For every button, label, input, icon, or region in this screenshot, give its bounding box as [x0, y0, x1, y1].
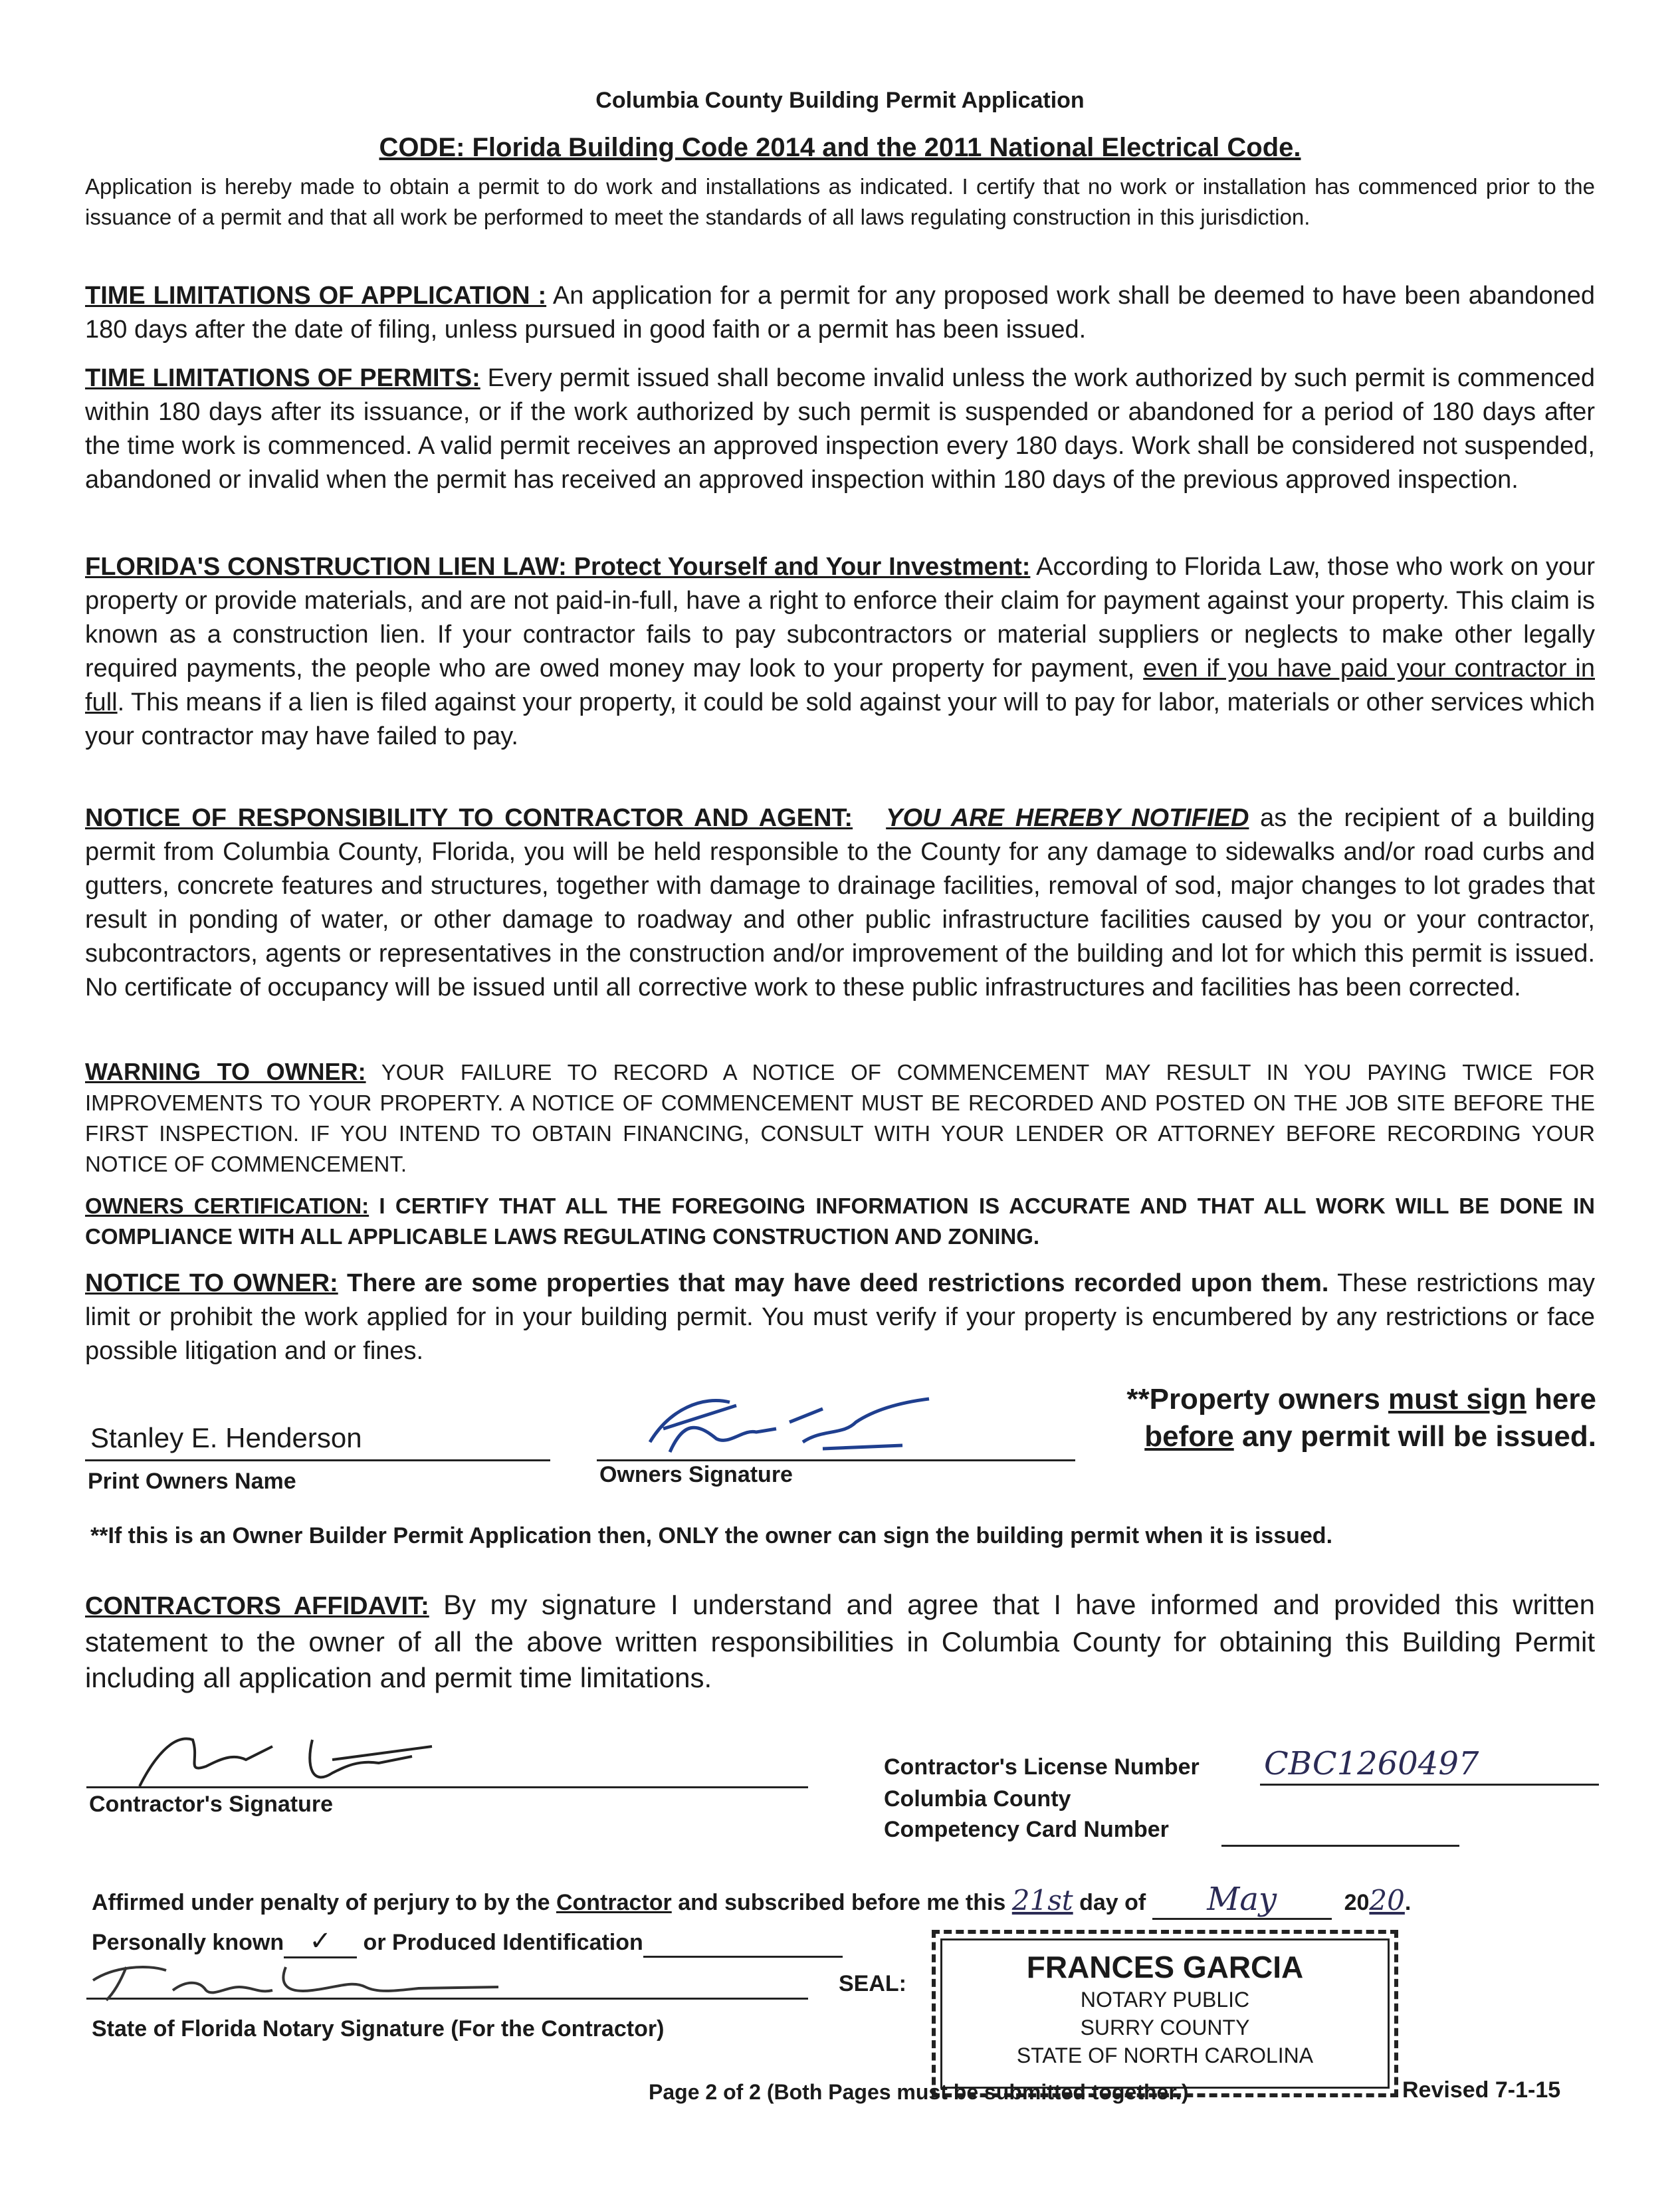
affirmation-year-value[interactable]: 20 [1369, 1884, 1405, 1917]
owners-signature-label: Owners Signature [599, 1462, 793, 1487]
section-underlined: even if you have paid your contractor in full [85, 655, 1595, 716]
section-heading: OWNERS CERTIFICATION: [85, 1194, 369, 1218]
or-produced-label: or Produced Identification [363, 1930, 643, 1955]
section-heading: NOTICE TO OWNER: [85, 1269, 338, 1297]
stamp-line: STATE OF NORTH CAROLINA [1016, 2043, 1314, 2067]
personally-known-label: Personally known [92, 1930, 284, 1955]
affirmation-text: day of [1073, 1890, 1152, 1915]
notice-responsibility-section [85, 801, 1595, 1005]
contractor-license-field[interactable] [1260, 1746, 1599, 1786]
affirmation-line [92, 1881, 1411, 1920]
competency-card-field[interactable] [1221, 1818, 1459, 1847]
section-body: By my signature I understand and agree that I have informed and provided this written statement to the owner of all the above written responsibilities in Columbia County for obtaining this Building Permit including all application and permit time limitations. [85, 1589, 1596, 1693]
section-body: as the recipient of a building permit from Columbia County, Florida, you will be held responsible to the County for any damage to sidewalks and/or road curbs and gutters, concrete features and structures, together with damage to drainage facilities, removal of sod, major changes to lot grades that result in ponding of water, or other damage to roadway and other public infrastructure facilities caused by you or your contractor, subcontractors, agents or representatives in the construction and/or improvement of the building and lot for which this permit is issued. No certificate of occupancy will be issued until all corrective work to these public infrastructures and facilities has been corrected. [85, 804, 1595, 1001]
notary-seal-stamp [932, 1930, 1398, 2097]
note-underlined: before [1144, 1420, 1234, 1453]
warning-owner-section [85, 1057, 1595, 1180]
owner-printed-name: Stanley E. Henderson [90, 1422, 362, 1453]
note-text: **Property owners [1126, 1383, 1389, 1415]
affirmation-year-prefix: 20 [1344, 1890, 1370, 1915]
time-limit-permits [85, 362, 1595, 497]
section-bold: There are some properties that may have deed restrictions recorded upon them. [338, 1269, 1329, 1297]
section-heading: WARNING TO OWNER: [85, 1058, 366, 1085]
notice-to-owner-section [85, 1267, 1595, 1368]
property-owner-sign-note [1071, 1381, 1596, 1455]
section-body: Every permit issued shall become invalid unless the work authorized by such permit is commenced within 180 days after its issuance, or if the work authorized by such permit is suspended or abandoned for a period of 180 days after the time work is commenced. A valid permit receives an approved inspection every 180 days. Work shall be considered not suspended, abandoned or invalid when the permit has received an approved inspection within 180 days of the previous approved inspection. [85, 364, 1595, 494]
owner-signature-mark [623, 1382, 996, 1462]
stamp-name: FRANCES GARCIA [1026, 1950, 1304, 1984]
owner-builder-note: **If this is an Owner Builder Permit Application then, ONLY the owner can sign the building permit when it is issued. [90, 1523, 1333, 1548]
affirmation-end: . [1404, 1890, 1412, 1915]
section-body: An application for a permit for any proposed work shall be deemed to have been abandoned 180 days after the date of filing, unless pursued in good faith or a permit has been issued. [85, 282, 1595, 344]
contractor-license-value: CBC1260497 [1264, 1745, 1479, 1782]
revised-date: Revised 7-1-15 [1402, 2077, 1561, 2103]
produced-identification-field[interactable] [643, 1930, 843, 1958]
section-body: YOUR FAILURE TO RECORD A NOTICE OF COMMENCEMENT MAY RESULT IN YOU PAYING TWICE FOR IMPROVEMENTS TO YOUR PROPERTY. A NOTICE OF COMMENCEMENT MUST BE RECORDED AND POSTED ON THE JOB SITE BEFORE THE FIRST INSPECTION. IF YOU INTEND TO OBTAIN FINANCING, CONSULT WITH YOUR LENDER OR ATTORNEY BEFORE RECORDING YOUR NOTICE OF COMMENCEMENT. [85, 1060, 1595, 1176]
code-text: CODE: Florida Building Code 2014 and the 2011 National Electrical Code. [379, 133, 1301, 162]
section-heading: CONTRACTORS AFFIDAVIT: [85, 1592, 429, 1620]
section-emphasis: YOU ARE HEREBY NOTIFIED [886, 804, 1249, 832]
contractor-signature-line[interactable] [86, 1740, 808, 1788]
lien-law-section [85, 550, 1595, 754]
intro-paragraph: Application is hereby made to obtain a permit to do work and installations as indicated. I certify that no work or installation has commenced prior to the issuance of a permit and that all work be performed to meet the standards of all laws regulating construction in this jurisdiction. [85, 174, 1595, 229]
section-heading: TIME LIMITATIONS OF PERMITS: [85, 364, 480, 392]
page-footer: Page 2 of 2 (Both Pages must be submitted together.) [649, 2080, 1189, 2104]
stamp-line: NOTARY PUBLIC [1080, 1988, 1250, 2012]
section-body: These restrictions may limit or prohibit the work applied for in your building permit. You must verify if your property is encumbered by any restrictions or face possible litigation and or fines. [85, 1269, 1595, 1365]
columbia-county-label: Columbia County [884, 1786, 1071, 1812]
affirmation-text: and subscribed before me this [671, 1890, 1012, 1915]
note-text: here [1526, 1383, 1596, 1415]
notary-signature-label: State of Florida Notary Signature (For the Contractor) [92, 2016, 665, 2041]
affirmation-text: Affirmed under penalty of perjury to by the [92, 1890, 556, 1915]
contractor-license-label: Contractor's License Number [884, 1754, 1200, 1780]
print-owners-name-label: Print Owners Name [88, 1469, 296, 1494]
owner-signature-line[interactable] [597, 1422, 1075, 1461]
section-body: According to Florida Law, those who work on your property or provide materials, and are not paid-in-full, have a right to enforce their claim for payment against your property. This claim is known as a construction lien. If your contractor fails to pay subcontractors or material suppliers or neglects to make other legally required payments, the people who are owed money may look to your property for payment, [85, 553, 1595, 682]
affirmation-month-value[interactable]: May [1152, 1881, 1332, 1920]
section-heading: NOTICE OF RESPONSIBILITY TO CONTRACTOR AND AGENT: [85, 804, 853, 832]
contractors-affidavit-section [85, 1587, 1595, 1696]
contractor-signature-mark [113, 1720, 485, 1793]
stamp-line: SURRY COUNTY [1080, 2016, 1250, 2039]
personally-known-check[interactable]: ✓ [284, 1926, 357, 1958]
affirmation-contractor: Contractor [556, 1890, 672, 1915]
section-heading: TIME LIMITATIONS OF APPLICATION : [85, 282, 547, 310]
owners-certification-section [85, 1191, 1595, 1252]
notary-signature-line[interactable] [86, 1960, 808, 2000]
competency-card-label: Competency Card Number [884, 1817, 1169, 1842]
contractors-signature-label: Contractor's Signature [89, 1792, 334, 1817]
time-limit-application [85, 279, 1595, 347]
document-title: Columbia County Building Permit Application [595, 88, 1085, 113]
code-line [0, 133, 1680, 163]
section-body: I CERTIFY THAT ALL THE FOREGOING INFORMATION IS ACCURATE AND THAT ALL WORK WILL BE DONE IN COMPLIANCE WITH ALL APPLICABLE LAWS REGULATING CONSTRUCTION AND ZONING. [85, 1194, 1595, 1249]
seal-label: SEAL: [839, 1971, 906, 1996]
notary-signature-mark [86, 1954, 605, 2007]
note-underlined: must sign [1388, 1383, 1526, 1415]
section-heading: FLORIDA'S CONSTRUCTION LIEN LAW: Protect Yourself and Your Investment: [85, 553, 1031, 581]
section-body: . This means if a lien is filed against your property, it could be sold against your will to pay for labor, materials or other services which your contractor may have failed to pay. [85, 688, 1595, 750]
note-text: any permit will be issued. [1233, 1420, 1596, 1453]
affirmation-day-value[interactable]: 21st [1011, 1884, 1073, 1917]
owner-name-line[interactable] [85, 1422, 550, 1461]
